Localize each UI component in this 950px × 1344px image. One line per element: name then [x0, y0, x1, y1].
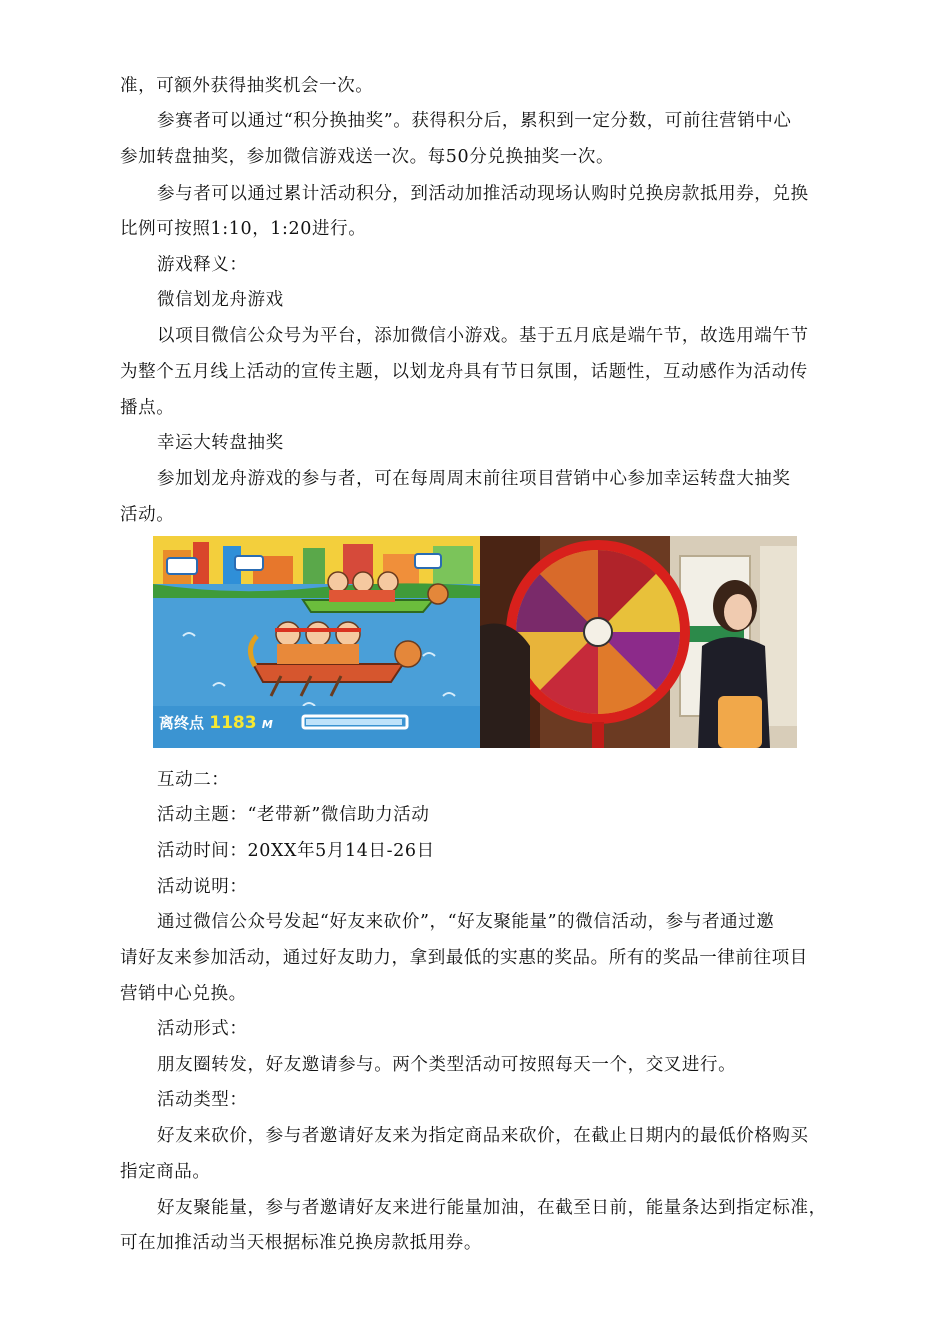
paragraph: 朋友圈转发，好友邀请参与。两个类型活动可按照每天一个，交叉进行。: [157, 1055, 737, 1075]
distance-readout: [159, 712, 273, 733]
lucky-wheel-photo: [480, 536, 797, 748]
subheading: 活动形式：: [157, 1019, 248, 1039]
paragraph: 可在加推活动当天根据标准兑换房款抵用券。: [120, 1233, 482, 1253]
activity-images: [153, 536, 797, 748]
distance-label: 离终点: [159, 714, 205, 732]
section-heading: 互动二：: [157, 770, 230, 790]
paragraph: 以项目微信公众号为平台，添加微信小游戏。基于五月底是端午节，故选用端午节: [157, 326, 809, 346]
paragraph: 好友来砍价，参与者邀请好友来为指定商品来砍价，在截止日期内的最低价格购买: [157, 1126, 809, 1146]
paragraph: 好友聚能量，参与者邀请好友来进行能量加油，在截至日前，能量条达到指定标准，: [157, 1198, 827, 1218]
paragraph: 请好友来参加活动，通过好友助力，拿到最低的实惠的奖品。所有的奖品一律前往项目: [120, 948, 808, 968]
paragraph: 指定商品。: [120, 1162, 211, 1182]
paragraph: 营销中心兑换。: [120, 984, 247, 1004]
paragraph: 参加划龙舟游戏的参与者，可在每周周末前往项目营销中心参加幸运转盘大抽奖: [157, 469, 791, 489]
paragraph: 参赛者可以通过“积分换抽奖”。获得积分后，累积到一定分数，可前往营销中心: [157, 111, 792, 131]
paragraph: 比例可按照1:10，1:20进行。: [120, 219, 367, 239]
paragraph: 参与者可以通过累计活动积分，到活动加推活动现场认购时兑换房款抵用券，兑换: [157, 184, 809, 204]
subheading: 活动类型：: [157, 1090, 248, 1110]
paragraph: 准，可额外获得抽奖机会一次。: [120, 76, 374, 96]
lucky-wheel-illustration: [480, 536, 797, 748]
distance-unit: M: [261, 718, 273, 731]
subheading: 游戏释义：: [157, 255, 248, 275]
paragraph: 活动主题：“老带新”微信助力活动: [157, 805, 430, 825]
distance-value: 1183: [209, 713, 257, 733]
subheading: 活动说明：: [157, 877, 248, 897]
paragraph: 活动。: [120, 505, 175, 525]
paragraph: 活动时间：20XX年5月14日-26日: [157, 841, 435, 861]
dragon-boat-game-image: [153, 536, 480, 748]
paragraph: 通过微信公众号发起“好友来砍价”，“好友聚能量”的微信活动，参与者通过邀: [157, 912, 775, 932]
paragraph: 为整个五月线上活动的宣传主题，以划龙舟具有节日氛围，话题性，互动感作为活动传: [120, 362, 808, 382]
paragraph: 播点。: [120, 398, 175, 418]
subheading: 幸运大转盘抽奖: [157, 433, 284, 453]
paragraph: 参加转盘抽奖，参加微信游戏送一次。每50分兑换抽奖一次。: [120, 147, 615, 167]
subheading: 微信划龙舟游戏: [157, 290, 284, 310]
